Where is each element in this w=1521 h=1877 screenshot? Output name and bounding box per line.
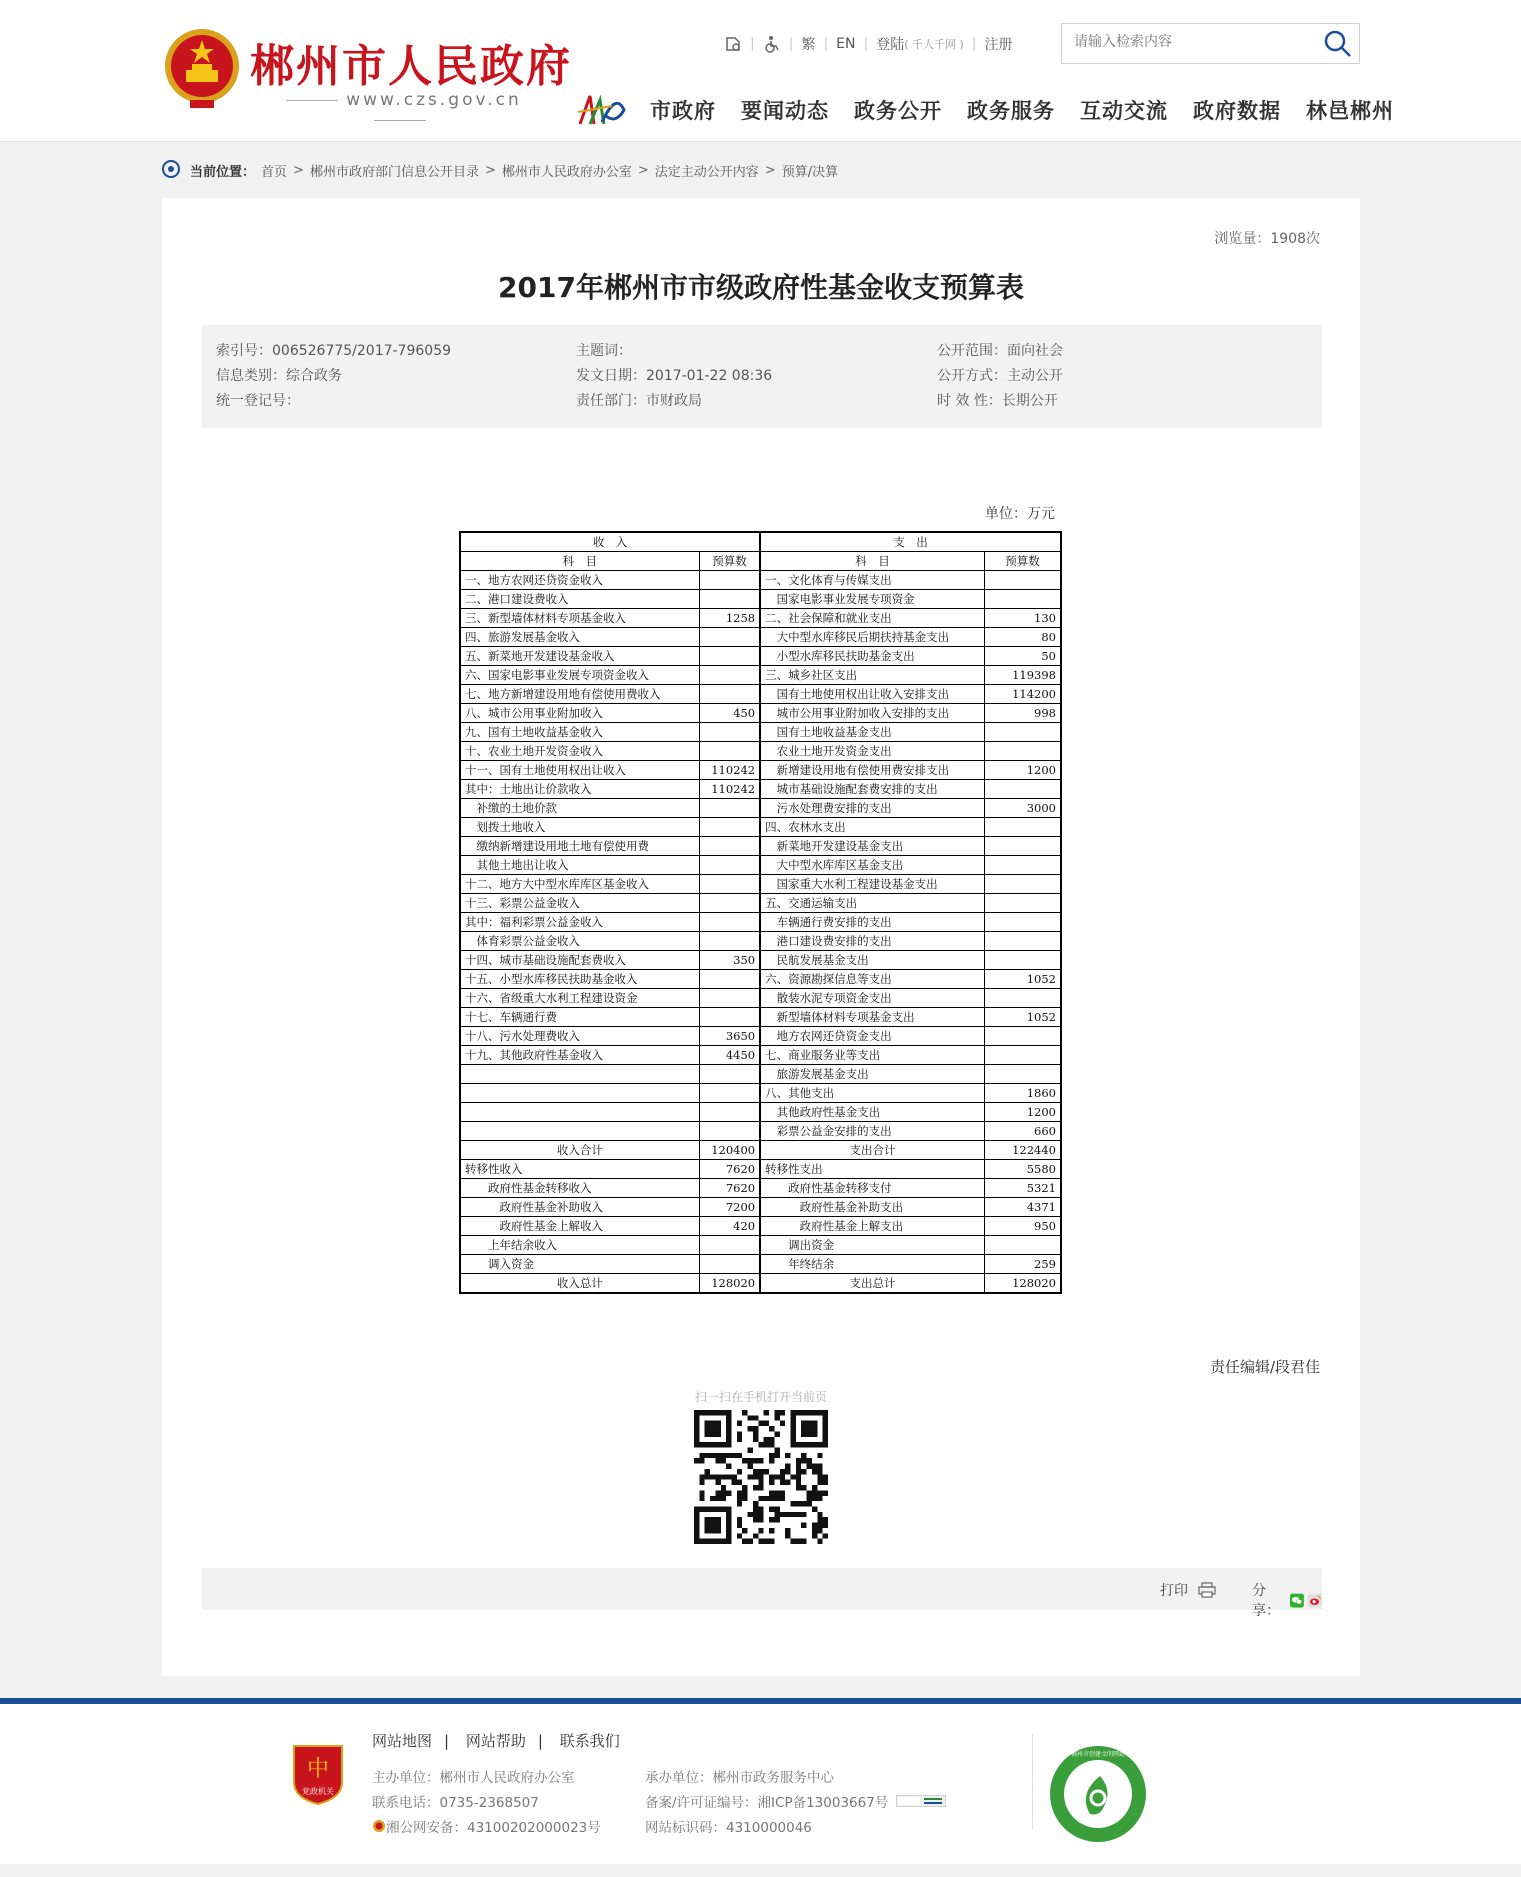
income-subject-cell: 十三、彩票公益金收入 <box>460 894 699 913</box>
expense-subject-cell: 五、交通运输支出 <box>760 894 984 913</box>
expense-subject-cell: 四、农林水支出 <box>760 818 984 837</box>
income-amount-cell: 1258 <box>699 609 760 628</box>
accessibility-icon[interactable] <box>724 35 742 53</box>
table-row <box>460 1141 1061 1160</box>
income-header: 收 入 <box>460 532 760 552</box>
expense-subject-cell: 城市公用事业附加收入安排的支出 <box>760 704 984 723</box>
income-subject-cell: 十五、小型水库移民扶助基金收入 <box>460 970 699 989</box>
breadcrumb-statutory[interactable]: 法定主动公开内容 <box>654 164 759 180</box>
table-row <box>460 628 1061 647</box>
income-subject-cell <box>460 1122 699 1141</box>
table-row <box>460 1179 1061 1198</box>
table-row <box>460 1236 1061 1255</box>
footer-link-contact[interactable]: 联系我们 <box>559 1732 620 1750</box>
site-url: www.czs.gov.cn <box>250 90 550 130</box>
expense-amount-cell <box>984 723 1061 742</box>
income-subject-cell: 缴纳新增建设用地土地有偿使用费 <box>460 837 699 856</box>
table-row <box>460 818 1061 837</box>
expense-subject-cell: 国有土地使用权出让收入安排支出 <box>760 685 984 704</box>
income-subject-cell: 六、国家电影事业发展专项资金收入 <box>460 666 699 685</box>
expense-subject-cell: 调出资金 <box>760 1236 984 1255</box>
income-amount-cell <box>699 970 760 989</box>
expense-amount-cell <box>984 780 1061 799</box>
income-subject-cell: 十、农业土地开发资金收入 <box>460 742 699 761</box>
income-amount-cell <box>699 837 760 856</box>
table-row <box>460 1027 1061 1046</box>
expense-subject-cell: 政府性基金上解支出 <box>760 1217 984 1236</box>
expense-amount-cell <box>984 590 1061 609</box>
breadcrumb-home[interactable]: 首页 <box>261 164 288 180</box>
income-subject-header: 科 目 <box>460 552 699 571</box>
meta-dept: 责任部门：市财政局 <box>576 393 702 409</box>
expense-amount-cell <box>984 856 1061 875</box>
income-amount-cell <box>699 989 760 1008</box>
income-subject-cell <box>460 1084 699 1103</box>
expense-subject-header: 科 目 <box>760 552 984 571</box>
footer-organizer: 承办单位：郴州市政务服务中心 <box>645 1770 834 1786</box>
table-row <box>460 1046 1061 1065</box>
income-amount-cell: 7620 <box>699 1179 760 1198</box>
table-row <box>460 1198 1061 1217</box>
income-subject-cell: 其中：土地出让价款收入 <box>460 780 699 799</box>
printer-icon <box>1198 1582 1216 1598</box>
expense-amount-cell <box>984 742 1061 761</box>
table-row <box>460 1103 1061 1122</box>
site-name[interactable]: 郴州市人民政府 <box>250 41 572 92</box>
expense-subject-cell: 八、其他支出 <box>760 1084 984 1103</box>
login-link[interactable]: 登陆 <box>876 37 905 53</box>
income-subject-cell: 九、国有土地收益基金收入 <box>460 723 699 742</box>
footer-links: 网站地图 | 网站帮助 | 联系我们 <box>372 1732 620 1750</box>
income-amount-cell: 350 <box>699 951 760 970</box>
income-subject-cell: 调入资金 <box>460 1255 699 1274</box>
table-row <box>460 647 1061 666</box>
table-row <box>460 685 1061 704</box>
expense-amount-cell: 1860 <box>984 1084 1061 1103</box>
income-subject-cell: 政府性基金上解收入 <box>460 1217 699 1236</box>
table-row <box>460 704 1061 723</box>
page-title: 2017年郴州市市级政府性基金收支预算表 <box>498 271 1024 304</box>
expense-amount-cell: 119398 <box>984 666 1061 685</box>
expense-subject-cell: 城市基础设施配套费安排的支出 <box>760 780 984 799</box>
expense-amount-cell: 4371 <box>984 1198 1061 1217</box>
income-amount-cell <box>699 590 760 609</box>
breadcrumb-directory[interactable]: 郴州市政府部门信息公开目录 <box>309 164 479 180</box>
meta-scope: 公开范围：面向社会 <box>937 343 1063 359</box>
footer-icp[interactable] <box>645 1791 946 1811</box>
table-row <box>460 932 1061 951</box>
expense-subject-cell: 国家电影事业发展专项资金 <box>760 590 984 609</box>
traditional-chinese-link[interactable]: 繁 <box>801 37 816 53</box>
table-row <box>460 1008 1061 1027</box>
income-subject-cell: 七、地方新增建设用地有偿使用费收入 <box>460 685 699 704</box>
income-subject-cell: 收入总计 <box>460 1274 699 1294</box>
income-amount-cell <box>699 628 760 647</box>
income-subject-cell: 十六、省级重大水利工程建设资金 <box>460 989 699 1008</box>
meta-validity: 时 效 性：长期公开 <box>937 393 1058 409</box>
login-note: ( 千人千网 ) <box>904 38 964 51</box>
budget-table <box>459 531 1062 1294</box>
table-row <box>460 1217 1061 1236</box>
table-unit: 单位：万元 <box>985 506 1055 522</box>
breadcrumb: 当前位置： 首页 > 郴州市政府部门信息公开目录 > 郴州市人民政府办公室 > 法定主动公开内容 > 预算/决算 <box>162 160 838 180</box>
expense-amount-cell: 130 <box>984 609 1061 628</box>
meta-reg-no: 统一登记号： <box>216 393 300 409</box>
nav-city-government[interactable]: 市政府 <box>650 99 716 123</box>
table-row <box>460 894 1061 913</box>
income-amount-cell <box>699 723 760 742</box>
search-input[interactable] <box>1072 33 1306 51</box>
expense-amount-cell <box>984 932 1061 951</box>
expense-subject-cell: 六、资源勘探信息等支出 <box>760 970 984 989</box>
table-row <box>460 1274 1061 1294</box>
expense-amount-cell <box>984 571 1061 590</box>
search-box <box>1061 23 1360 64</box>
income-amount-cell: 4450 <box>699 1046 760 1065</box>
expense-subject-cell: 政府性基金补助支出 <box>760 1198 984 1217</box>
expense-amount-cell <box>984 989 1061 1008</box>
income-subject-cell: 补缴的土地价款 <box>460 799 699 818</box>
expense-amount-cell <box>984 837 1061 856</box>
table-row <box>460 1122 1061 1141</box>
footer-police-record[interactable] <box>372 1816 601 1836</box>
income-subject-cell: 十四、城市基础设施配套费收入 <box>460 951 699 970</box>
income-subject-cell: 五、新菜地开发建设基金收入 <box>460 647 699 666</box>
expense-subject-cell: 年终结余 <box>760 1255 984 1274</box>
nav-news[interactable]: 要闻动态 <box>741 99 829 123</box>
income-subject-cell: 上年结余收入 <box>460 1236 699 1255</box>
income-subject-cell: 政府性基金转移收入 <box>460 1179 699 1198</box>
expense-amount-cell: 80 <box>984 628 1061 647</box>
meta-subject: 主题词： <box>576 343 632 359</box>
expense-subject-cell: 国有土地收益基金支出 <box>760 723 984 742</box>
income-amount-cell: 110242 <box>699 780 760 799</box>
income-amount-cell: 7200 <box>699 1198 760 1217</box>
civilized-website-badge-icon[interactable] <box>1048 1744 1148 1844</box>
table-row <box>460 761 1061 780</box>
city-logo-mark-icon <box>576 90 628 130</box>
expense-amount-cell: 128020 <box>984 1274 1061 1294</box>
expense-subject-cell: 国家重大水利工程建设基金支出 <box>760 875 984 894</box>
income-amount-cell <box>699 685 760 704</box>
income-amount-cell <box>699 1103 760 1122</box>
income-subject-cell: 划拨土地收入 <box>460 818 699 837</box>
expense-subject-cell: 二、社会保障和就业支出 <box>760 609 984 628</box>
income-amount-cell: 420 <box>699 1217 760 1236</box>
site-footer <box>0 1698 1521 1864</box>
national-emblem-icon[interactable] <box>162 26 242 114</box>
income-amount-cell <box>699 1065 760 1084</box>
register-link[interactable]: 注册 <box>984 37 1013 53</box>
income-amount-cell <box>699 856 760 875</box>
nav-linyi-chenzhou[interactable]: 林邑郴州 <box>1306 99 1394 123</box>
table-row <box>460 609 1061 628</box>
income-amount-cell: 128020 <box>699 1274 760 1294</box>
table-row <box>460 666 1061 685</box>
breadcrumb-label: 当前位置： <box>190 164 256 180</box>
nav-interaction[interactable]: 互动交流 <box>1080 99 1168 123</box>
breadcrumb-office[interactable]: 郴州市人民政府办公室 <box>501 164 632 180</box>
table-row <box>460 970 1061 989</box>
nav-open-affairs[interactable]: 政务公开 <box>854 99 942 123</box>
table-row <box>460 799 1061 818</box>
income-amount-cell <box>699 742 760 761</box>
income-amount-cell <box>699 666 760 685</box>
table-row <box>460 837 1061 856</box>
footer-site-id: 网站标识码：4310000046 <box>645 1820 812 1836</box>
footer-link-sitemap[interactable]: 网站地图 <box>372 1732 433 1750</box>
wheelchair-icon[interactable] <box>763 35 781 53</box>
meta-index-no: 索引号：006526775/2017-796059 <box>216 343 452 359</box>
expense-subject-cell: 小型水库移民扶助基金支出 <box>760 647 984 666</box>
footer-divider <box>1032 1734 1033 1830</box>
table-row <box>460 723 1061 742</box>
expense-subject-cell: 新型墙体材料专项基金支出 <box>760 1008 984 1027</box>
footer-host: 主办单位：郴州市人民政府办公室 <box>372 1770 575 1786</box>
table-row <box>460 780 1061 799</box>
share-bar <box>1252 1580 1322 1620</box>
expense-amount-cell: 259 <box>984 1255 1061 1274</box>
print-button[interactable] <box>1160 1580 1216 1600</box>
police-record-text: 湘公网安备：43100202000023号 <box>386 1820 601 1836</box>
english-link[interactable]: EN <box>836 36 856 52</box>
expense-subject-cell: 一、文化体育与传媒支出 <box>760 571 984 590</box>
expense-amount-cell <box>984 875 1061 894</box>
income-amount-cell <box>699 818 760 837</box>
expense-amount-cell: 3000 <box>984 799 1061 818</box>
table-row <box>460 1160 1061 1179</box>
income-subject-cell: 其中：福利彩票公益金收入 <box>460 913 699 932</box>
expense-amount-cell <box>984 1046 1061 1065</box>
table-row <box>460 590 1061 609</box>
main-nav <box>576 90 1394 130</box>
expense-amount-cell <box>984 1027 1061 1046</box>
expense-subject-cell: 彩票公益金安排的支出 <box>760 1122 984 1141</box>
share-label: 分享： <box>1252 1583 1280 1619</box>
income-amount-cell <box>699 571 760 590</box>
expense-subject-cell: 其他政府性基金支出 <box>760 1103 984 1122</box>
income-subject-cell: 一、地方农网还贷资金收入 <box>460 571 699 590</box>
meta-date: 发文日期：2017-01-22 08:36 <box>576 368 773 384</box>
income-subject-cell: 八、城市公用事业附加收入 <box>460 704 699 723</box>
table-head-row <box>460 532 1061 552</box>
income-amount-cell <box>699 875 760 894</box>
meta-method: 公开方式：主动公开 <box>937 368 1063 384</box>
income-subject-cell: 收入合计 <box>460 1141 699 1160</box>
expense-subject-cell: 新增建设用地有偿使用费安排支出 <box>760 761 984 780</box>
footer-phone: 联系电话：0735-2368507 <box>372 1795 539 1811</box>
expense-amount-cell: 122440 <box>984 1141 1061 1160</box>
breadcrumb-budget[interactable]: 预算/决算 <box>781 164 839 180</box>
expense-amount-cell <box>984 894 1061 913</box>
income-amount-cell <box>699 1008 760 1027</box>
income-amount-cell <box>699 913 760 932</box>
income-amount-cell: 120400 <box>699 1141 760 1160</box>
expense-subject-cell: 支出合计 <box>760 1141 984 1160</box>
expense-amount-cell: 5321 <box>984 1179 1061 1198</box>
income-subject-cell: 体育彩票公益金收入 <box>460 932 699 951</box>
expense-subject-cell: 散装水泥专项资金支出 <box>760 989 984 1008</box>
expense-amount-cell: 1052 <box>984 970 1061 989</box>
search-icon[interactable] <box>1323 29 1353 59</box>
expense-amount-cell: 998 <box>984 704 1061 723</box>
income-amount-cell: 110242 <box>699 761 760 780</box>
expense-amount-header: 预算数 <box>984 552 1061 571</box>
expense-amount-cell: 1052 <box>984 1008 1061 1027</box>
income-subject-cell: 四、旅游发展基金收入 <box>460 628 699 647</box>
party-badge-text: 党政机关 <box>302 1787 334 1796</box>
expense-subject-cell: 三、城乡社区支出 <box>760 666 984 685</box>
income-amount-cell <box>699 1255 760 1274</box>
income-subject-cell: 转移性收入 <box>460 1160 699 1179</box>
table-row <box>460 1065 1061 1084</box>
income-subject-cell <box>460 1103 699 1122</box>
civilized-website-badge-text: 郴州市创建文明网站 <box>1070 1751 1126 1758</box>
income-subject-cell: 政府性基金补助收入 <box>460 1198 699 1217</box>
scan-hint: 扫一扫在手机打开当前页 <box>694 1390 827 1404</box>
expense-amount-cell: 1200 <box>984 1103 1061 1122</box>
expense-subject-cell: 政府性基金转移支付 <box>760 1179 984 1198</box>
income-subject-cell: 十七、车辆通行费 <box>460 1008 699 1027</box>
expense-amount-cell <box>984 818 1061 837</box>
table-row <box>460 571 1061 590</box>
table-row <box>460 1084 1061 1103</box>
icp-text: 备案/许可证编号：湘ICP备13003667号 <box>645 1795 889 1811</box>
expense-subject-cell: 大中型水库库区基金支出 <box>760 856 984 875</box>
location-pin-icon <box>162 160 180 180</box>
income-amount-cell <box>699 1122 760 1141</box>
expense-subject-cell: 七、商业服务业等支出 <box>760 1046 984 1065</box>
expense-subject-cell: 民航发展基金支出 <box>760 951 984 970</box>
income-amount-cell <box>699 932 760 951</box>
meta-category: 信息类别：综合政务 <box>216 368 342 384</box>
nav-data[interactable]: 政府数据 <box>1193 99 1281 123</box>
expense-amount-cell: 5580 <box>984 1160 1061 1179</box>
income-amount-cell: 450 <box>699 704 760 723</box>
party-government-badge-icon[interactable] <box>290 1742 346 1806</box>
expense-amount-cell: 950 <box>984 1217 1061 1236</box>
expense-subject-cell: 旅游发展基金支出 <box>760 1065 984 1084</box>
income-subject-cell: 十二、地方大中型水库库区基金收入 <box>460 875 699 894</box>
income-amount-cell <box>699 1236 760 1255</box>
expense-amount-cell: 50 <box>984 647 1061 666</box>
table-row <box>460 875 1061 894</box>
table-row <box>460 989 1061 1008</box>
income-amount-cell <box>699 1084 760 1103</box>
income-subject-cell: 二、港口建设费收入 <box>460 590 699 609</box>
nav-services[interactable]: 政务服务 <box>967 99 1055 123</box>
expense-subject-cell: 转移性支出 <box>760 1160 984 1179</box>
cnzz-stats-icon[interactable] <box>896 1795 946 1807</box>
table-row <box>460 1255 1061 1274</box>
table-subhead-row <box>460 552 1061 571</box>
expense-subject-cell: 地方农网还贷资金支出 <box>760 1027 984 1046</box>
svg-text:中: 中 <box>306 1757 330 1782</box>
table-row <box>460 742 1061 761</box>
site-header <box>0 0 1521 142</box>
income-amount-header: 预算数 <box>699 552 760 571</box>
footer-link-help[interactable]: 网站帮助 <box>465 1732 526 1750</box>
article-card <box>162 198 1360 1676</box>
expense-subject-cell: 车辆通行费安排的支出 <box>760 913 984 932</box>
income-subject-cell: 三、新型墙体材料专项基金收入 <box>460 609 699 628</box>
weibo-icon[interactable] <box>1308 1592 1322 1609</box>
table-row <box>460 913 1061 932</box>
qr-code <box>694 1410 828 1544</box>
print-label: 打印 <box>1160 1583 1188 1599</box>
expense-subject-cell: 农业土地开发资金支出 <box>760 742 984 761</box>
income-amount-cell: 3650 <box>699 1027 760 1046</box>
table-row <box>460 951 1061 970</box>
income-amount-cell: 7620 <box>699 1160 760 1179</box>
expense-subject-cell: 大中型水库移民后期扶持基金支出 <box>760 628 984 647</box>
expense-subject-cell: 污水处理费安排的支出 <box>760 799 984 818</box>
income-subject-cell: 十一、国有土地使用权出让收入 <box>460 761 699 780</box>
expense-header: 支 出 <box>760 532 1061 552</box>
action-bar <box>202 1568 1322 1619</box>
income-amount-cell <box>699 799 760 818</box>
expense-amount-cell <box>984 913 1061 932</box>
expense-amount-cell: 114200 <box>984 685 1061 704</box>
article-meta <box>202 325 1322 428</box>
responsible-editor: 责任编辑/段君佳 <box>1209 1358 1320 1376</box>
expense-amount-cell: 660 <box>984 1122 1061 1141</box>
expense-subject-cell: 新菜地开发建设基金支出 <box>760 837 984 856</box>
income-subject-cell: 十八、污水处理费收入 <box>460 1027 699 1046</box>
income-subject-cell <box>460 1065 699 1084</box>
income-subject-cell: 十九、其他政府性基金收入 <box>460 1046 699 1065</box>
expense-amount-cell <box>984 1236 1061 1255</box>
expense-amount-cell <box>984 1065 1061 1084</box>
income-amount-cell <box>699 894 760 913</box>
expense-subject-cell: 支出总计 <box>760 1274 984 1294</box>
wechat-icon[interactable] <box>1290 1592 1304 1609</box>
table-row <box>460 856 1061 875</box>
income-amount-cell <box>699 647 760 666</box>
expense-amount-cell: 1200 <box>984 761 1061 780</box>
police-badge-icon <box>372 1819 386 1833</box>
top-links: | | 繁 | EN | 登陆 ( 千人千网 ) | 注册 <box>724 34 1013 54</box>
expense-amount-cell <box>984 951 1061 970</box>
income-subject-cell: 其他土地出让收入 <box>460 856 699 875</box>
view-count: 浏览量：1908次 <box>1214 231 1320 247</box>
expense-subject-cell: 港口建设费安排的支出 <box>760 932 984 951</box>
